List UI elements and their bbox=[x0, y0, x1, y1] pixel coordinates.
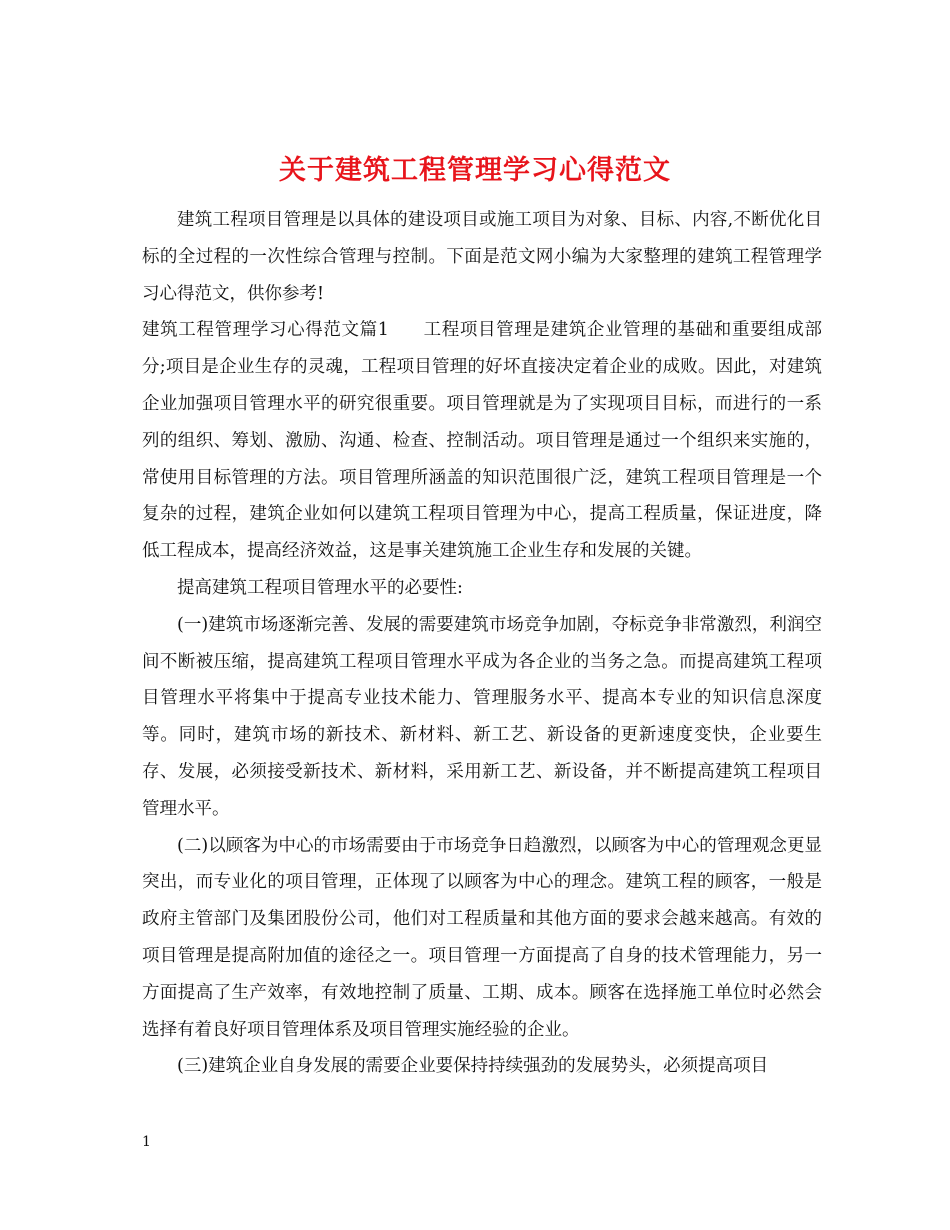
section-body: 工程项目管理是建筑企业管理的基础和重要组成部分;项目是企业生存的灵魂，工程项目管理的好坏直接决定着企业的成败。因此，对建筑企业加强项目管理水平的研究很重要。项目管理就是为了实现项目目标，而进行的一系列的组织、筹划、激励、沟通、检查、控制活动。项目管理是通过一个组织来实施的，常使用目标管理的方法。项目管理所涵盖的知识范围很广泛，建筑工程项目管理是一个复杂的过程，建筑企业如何以建筑工程项目管理为中心，提高工程质量，保证进度，降低工程成本，提高经济效益，这是事关建筑施工企业生存和发展的关键。 bbox=[142, 320, 823, 562]
document-title: 关于建筑工程管理学习心得范文 bbox=[279, 155, 671, 187]
intro-paragraph: 建筑工程项目管理是以具体的建设项目或施工项目为对象、目标、内容,不断优化目标的全过程的一次性综合管理与控制。下面是范文网小编为大家整理的建筑工程管理学习心得范文，供你参考! bbox=[142, 210, 822, 304]
necessity-heading: 提高建筑工程项目管理水平的必要性: bbox=[177, 577, 463, 598]
section-paragraph bbox=[142, 312, 822, 570]
section-heading: 建筑工程管理学习心得范文篇1 bbox=[142, 320, 389, 341]
document-body bbox=[142, 202, 822, 1085]
point-1-paragraph: (一)建筑市场逐渐完善、发展的需要建筑市场竞争加剧，夺标竞争非常激烈，利润空间不断被压缩，提高建筑工程项目管理水平成为各企业的当务之急。而提高建筑工程项目管理水平将集中于提高专业技术能力、管理服务水平、提高本专业的知识信息深度等。同时，建筑市场的新技术、新材料、新工艺、新设备的更新速度变快，企业要生存、发展，必须接受新技术、新材料，采用新工艺、新设备，并不断提高建筑工程项目管理水平。 bbox=[142, 614, 822, 819]
point-3-paragraph: (三)建筑企业自身发展的需要企业要保持持续强劲的发展势头，必须提高项目 bbox=[177, 1056, 769, 1077]
point-2-paragraph: (二)以顾客为中心的市场需要由于市场竞争日趋激烈，以顾客为中心的管理观念更显突出，而专业化的项目管理，正体现了以顾客为中心的理念。建筑工程的顾客，一般是政府主管部门及集团股份公司，他们对工程质量和其他方面的要求会越来越高。有效的项目管理是提高附加值的途径之一。项目管理一方面提高了自身的技术管理能力，另一方面提高了生产效率，有效地控制了质量、工期、成本。顾客在选择施工单位时必然会选择有着良好项目管理体系及项目管理实施经验的企业。 bbox=[142, 835, 822, 1040]
page-number: 1 bbox=[142, 1134, 151, 1150]
